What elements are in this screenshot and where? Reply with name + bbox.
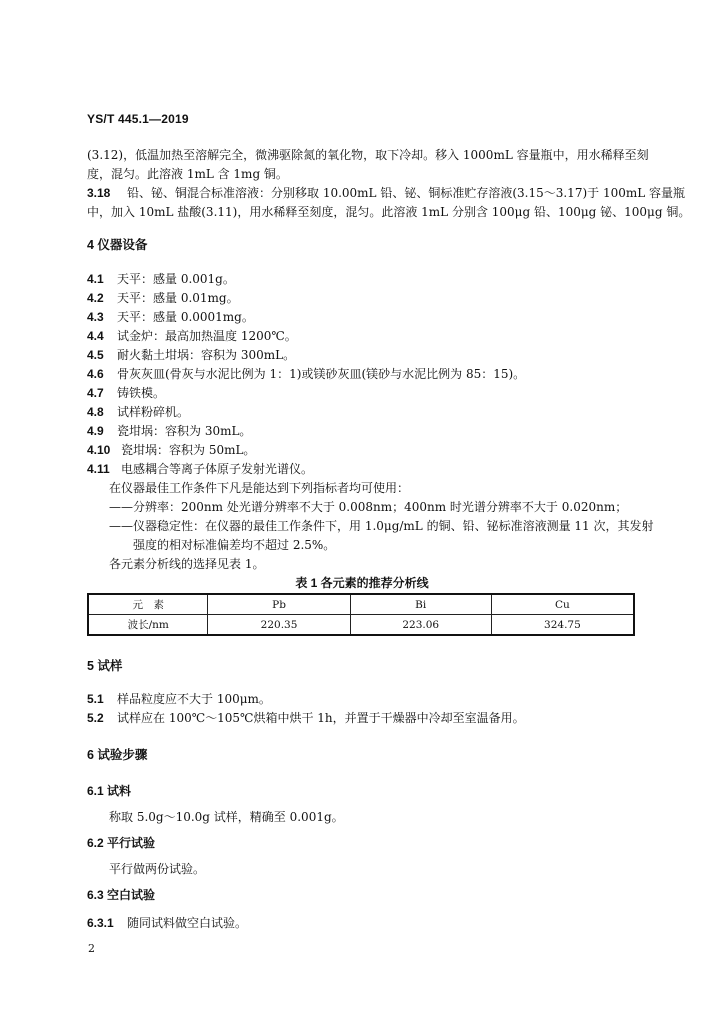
clause-text: 铅、铋、铜混合标准溶液：分别移取 10.00mL 铅、铋、铜标准贮存溶液(3.15～3.17)于 100mL 容量瓶	[127, 186, 686, 200]
table-cell: 223.06	[350, 615, 491, 636]
list-item	[87, 690, 271, 709]
clause-number: 4.7	[87, 386, 104, 400]
table-header-cell: Pb	[208, 594, 350, 615]
paragraph-line: 中，加入 10mL 盐酸(3.11)，用水稀释至刻度，混匀。此溶液 1mL 分别含 100μg 铅、100μg 铋、100μg 铜。	[87, 205, 691, 219]
list-item	[87, 346, 295, 365]
clause-number: 4.11	[87, 462, 110, 476]
dash-list-item: ——仪器稳定性：在仪器的最佳工作条件下，用 1.0μg/mL 的铜、铅、铋标准溶液测量 11 次，其发射	[109, 519, 654, 533]
clause-number: 5.1	[87, 692, 104, 706]
clause-text: 试样粉碎机。	[117, 405, 190, 419]
clause-number: 4.8	[87, 405, 104, 419]
list-item	[87, 327, 297, 346]
paragraph-line: 强度的相对标准偏差均不超过 2.5%。	[133, 538, 336, 552]
clause-number: 3.18	[87, 186, 111, 200]
clause-number: 4.5	[87, 348, 104, 362]
clause-text: 瓷坩埚：容积为 50mL。	[121, 443, 256, 457]
list-item	[87, 709, 525, 728]
clause-number: 4.3	[87, 310, 104, 324]
clause-text: 电感耦合等离子体原子发射光谱仪。	[121, 462, 314, 476]
subsection-heading: 6.2 平行试验	[87, 836, 156, 850]
paragraph-line: 各元素分析线的选择见表 1。	[109, 557, 265, 571]
clause-text: 样品粒度应不大于 100μm。	[117, 692, 271, 706]
subsection-heading: 6.3 空白试验	[87, 888, 156, 902]
dash-list-item: ——分辨率：200nm 处光谱分辨率不大于 0.008nm；400nm 时光谱分辨率不大于 0.020nm；	[109, 500, 628, 514]
clause-text: 随同试料做空白试验。	[127, 916, 248, 930]
clause-number: 4.6	[87, 367, 104, 381]
paragraph-line: 在仪器最佳工作条件下凡是能达到下列指标者均可使用：	[109, 481, 410, 495]
table-header-cell: Cu	[491, 594, 634, 615]
clause-number: 4.10	[87, 443, 111, 457]
paragraph-line: 称取 5.0g～10.0g 试样，精确至 0.001g。	[109, 810, 344, 824]
section-heading: 4 仪器设备	[87, 238, 148, 252]
table-header-cell: 元 素	[88, 594, 208, 615]
clause-text: 天平：感量 0.001g。	[117, 272, 235, 286]
list-item	[87, 289, 239, 308]
clause-number: 5.2	[87, 711, 104, 725]
clause-text: 瓷坩埚：容积为 30mL。	[117, 424, 252, 438]
clause-text: 铸铁模。	[117, 386, 166, 400]
paragraph-line: 平行做两份试验。	[109, 862, 206, 876]
table-cell: 波长/nm	[88, 615, 208, 636]
clause-number: 4.1	[87, 272, 104, 286]
subsection-heading: 6.1 试料	[87, 784, 132, 798]
table-cell: 220.35	[208, 615, 350, 636]
clause-text: 试金炉：最高加热温度 1200℃。	[117, 329, 297, 343]
table-header-cell: Bi	[350, 594, 491, 615]
clause-text: 天平：感量 0.0001mg。	[117, 310, 254, 324]
analysis-line-table	[87, 593, 635, 636]
list-item	[87, 422, 251, 441]
section-heading: 6 试验步骤	[87, 748, 148, 762]
paragraph-line: 度，混匀。此溶液 1mL 含 1mg 铜。	[87, 167, 288, 181]
list-item	[87, 384, 165, 403]
table-caption: 表 1 各元素的推荐分析线	[295, 576, 429, 590]
clause-number: 4.9	[87, 424, 104, 438]
clause-3-18	[87, 184, 685, 203]
list-item	[87, 441, 255, 460]
list-item	[87, 308, 254, 327]
clause-number: 4.2	[87, 291, 104, 305]
list-item	[87, 270, 235, 289]
clause-text: 耐火黏土坩埚：容积为 300mL。	[117, 348, 296, 362]
clause-text: 试样应在 100℃～105℃烘箱中烘干 1h，并置于干燥器中冷却至室温备用。	[117, 711, 525, 725]
list-item	[87, 365, 525, 384]
table-row	[88, 615, 634, 636]
page-number: 2	[88, 942, 95, 955]
clause-text: 骨灰灰皿(骨灰与水泥比例为 1：1)或镁砂灰皿(镁砂与水泥比例为 85：15)。	[117, 367, 526, 381]
clause-number: 6.3.1	[87, 916, 114, 930]
clause-text: 天平：感量 0.01mg。	[117, 291, 239, 305]
clause-number: 4.4	[87, 329, 104, 343]
table-cell: 324.75	[491, 615, 634, 636]
list-item	[87, 460, 313, 479]
section-heading: 5 试样	[87, 659, 123, 673]
list-item	[87, 403, 189, 422]
paragraph-line: (3.12)，低温加热至溶解完全，微沸驱除氮的氧化物，取下冷却。移入 1000mL 容量瓶中，用水稀释至刻	[87, 148, 649, 162]
standard-number: YS/T 445.1—2019	[87, 112, 189, 126]
list-item	[87, 914, 247, 933]
table-header-row	[88, 594, 634, 615]
